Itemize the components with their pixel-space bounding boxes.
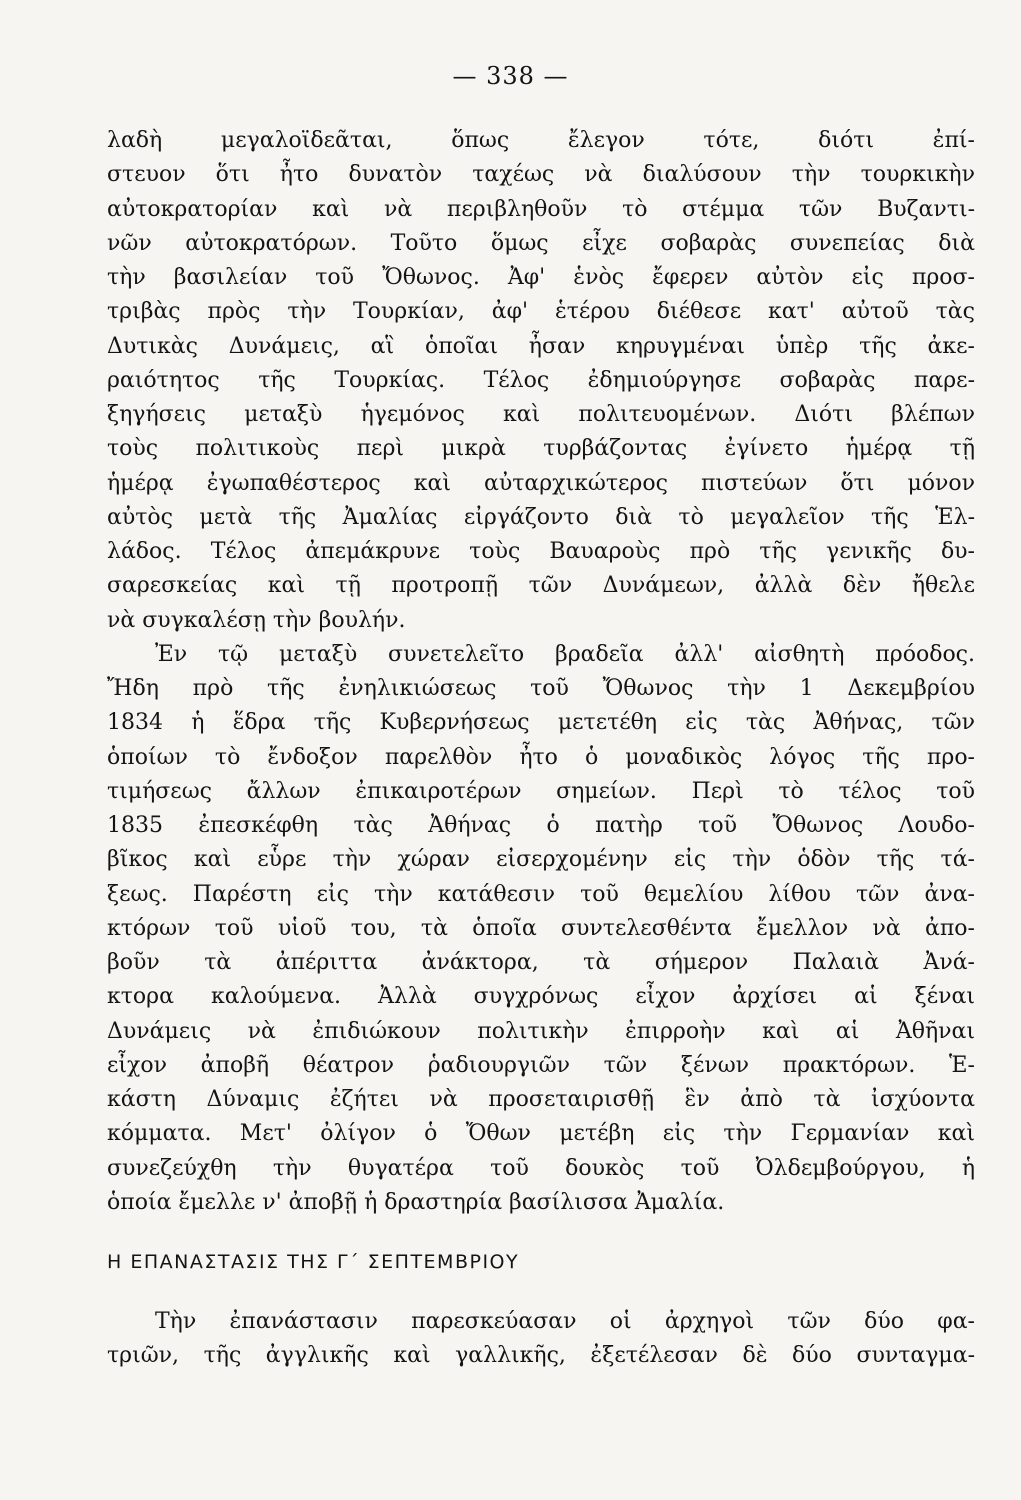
text-line: κόμματα. Μετ' ὀλίγον ὁ Ὄθων μετέβη εἰς τὴν Γερμανίαν καὶ bbox=[107, 1121, 975, 1147]
text-line: αὐτὸς μετὰ τῆς Ἀμαλίας εἰργάζοντο διὰ τὸ μεγαλεῖον τῆς Ἑλ- bbox=[107, 504, 975, 530]
text-line: ξηγήσεις μεταξὺ ἡγεμόνος καὶ πολιτευομένων. Διότι βλέπων bbox=[107, 402, 975, 427]
text-line: τὴν βασιλείαν τοῦ Ὄθωνος. Ἀφ' ἑνὸς ἔφερεν αὐτὸν εἰς προσ- bbox=[107, 265, 975, 290]
text-line: Ἐν τῷ μεταξὺ συνετελεῖτο βραδεῖα ἀλλ' αἰσθητὴ πρόοδος. bbox=[155, 641, 975, 667]
text-line: βοῦν τὰ ἀπέριττα ἀνάκτορα, τὰ σήμερον Παλαιὰ Ἀνά- bbox=[107, 950, 975, 975]
text-line: ξεως. Παρέστη εἰς τὴν κατάθεσιν τοῦ θεμελίου λίθου τῶν ἀνα- bbox=[107, 881, 975, 907]
text-line: κτορα καλούμενα. Ἀλλὰ συγχρόνως εἶχον ἀρχίσει αἱ ξέναι bbox=[107, 984, 975, 1010]
text-line: τοὺς πολιτικοὺς περὶ μικρὰ τυρβάζοντας ἐγίνετο ἡμέρᾳ τῇ bbox=[107, 436, 975, 462]
text-line: αὐτοκρατορίαν καὶ νὰ περιβληθοῦν τὸ στέμμα τῶν Βυζαντι- bbox=[107, 196, 975, 222]
text-line: ὁποίων τὸ ἔνδοξον παρελθὸν ἦτο ὁ μοναδικὸς λόγος τῆς προ- bbox=[107, 744, 975, 770]
text-line: βῖκος καὶ εὗρε τὴν χώραν εἰσερχομένην εἰς τὴν ὁδὸν τῆς τά- bbox=[107, 847, 975, 873]
text-line: ραιότητος τῆς Τουρκίας. Τέλος ἐδημιούργησε σοβαρὰς παρε- bbox=[107, 367, 975, 393]
text-line: Τὴν ἐπανάστασιν παρεσκεύασαν οἱ ἀρχηγοὶ τῶν δύο φα- bbox=[155, 1309, 975, 1334]
text-line: ὁποία ἔμελλε ν' ἀποβῇ ἡ δραστηρία βασίλισσα Ἀμαλία. bbox=[107, 1189, 725, 1215]
page-number: — 338 — bbox=[452, 62, 569, 90]
text-line: εἶχον ἀποβῆ θέατρον ῥαδιουργιῶν τῶν ξένων πρακτόρων. Ἑ- bbox=[107, 1052, 975, 1078]
body-text bbox=[107, 124, 975, 1220]
section-heading: Η ΕΠΑΝΑΣΤΑΣΙΣ ΤΗΣ Γ΄ ΣΕΠΤΕΜΒΡΙΟΥ bbox=[107, 1251, 520, 1273]
text-line: λάδος. Τέλος ἀπεμάκρυνε τοὺς Βαυαροὺς πρὸ τῆς γενικῆς δυ- bbox=[107, 539, 975, 564]
text-line: 1835 ἐπεσκέφθη τὰς Ἀθήνας ὁ πατὴρ τοῦ Ὄθωνος Λουδο- bbox=[107, 813, 975, 838]
text-line: σαρεσκείας καὶ τῇ προτροπῇ τῶν Δυνάμεων, ἀλλὰ δὲν ἤθελε bbox=[107, 573, 975, 599]
text-line: τριῶν, τῆς ἀγγλικῆς καὶ γαλλικῆς, ἐξετέλεσαν δὲ δύο συνταγμα- bbox=[107, 1343, 975, 1369]
text-line: κάστη Δύναμις ἐζήτει νὰ προσεταιρισθῇ ἓν ἀπὸ τὰ ἰσχύοντα bbox=[107, 1087, 975, 1112]
text-line: κτόρων τοῦ υἱοῦ του, τὰ ὁποῖα συντελεσθέντα ἔμελλον νὰ ἀπο- bbox=[107, 915, 975, 941]
text-line: Δυτικὰς Δυνάμεις, αἳ ὁποῖαι ἦσαν κηρυγμέναι ὑπὲρ τῆς ἀκε- bbox=[107, 333, 975, 359]
text-line: Ἤδη πρὸ τῆς ἐνηλικιώσεως τοῦ Ὄθωνος τὴν 1 Δεκεμβρίου bbox=[107, 676, 975, 701]
section-text bbox=[107, 1305, 975, 1374]
text-line: τιμήσεως ἄλλων ἐπικαιροτέρων σημείων. Περὶ τὸ τέλος τοῦ bbox=[107, 778, 975, 804]
text-line: νῶν αὐτοκρατόρων. Τοῦτο ὅμως εἶχε σοβαρὰς συνεπείας διὰ bbox=[107, 230, 975, 256]
text-line: τριβὰς πρὸς τὴν Τουρκίαν, ἀφ' ἑτέρου διέθεσε κατ' αὐτοῦ τὰς bbox=[107, 299, 975, 325]
text-line: ἡμέρᾳ ἐγωπαθέστερος καὶ αὐταρχικώτερος πιστεύων ὅτι μόνον bbox=[107, 470, 975, 496]
text-line: νὰ συγκαλέσῃ τὴν βουλήν. bbox=[107, 607, 406, 633]
text-line: στευον ὅτι ἦτο δυνατὸν ταχέως νὰ διαλύσουν τὴν τουρκικὴν bbox=[107, 162, 975, 188]
text-line: συνεζεύχθη τὴν θυγατέρα τοῦ δουκὸς τοῦ Ὀλδεμβούργου, ἡ bbox=[107, 1155, 975, 1181]
text-line: λαδὴ μεγαλοϊδεᾶται, ὅπως ἔλεγον τότε, διότι ἐπί- bbox=[107, 128, 975, 153]
text-line: 1834 ἡ ἕδρα τῆς Κυβερνήσεως μετετέθη εἰς τὰς Ἀθήνας, τῶν bbox=[107, 710, 975, 736]
text-line: Δυνάμεις νὰ ἐπιδιώκουν πολιτικὴν ἐπιρροὴν καὶ αἱ Ἀθῆναι bbox=[107, 1018, 975, 1044]
